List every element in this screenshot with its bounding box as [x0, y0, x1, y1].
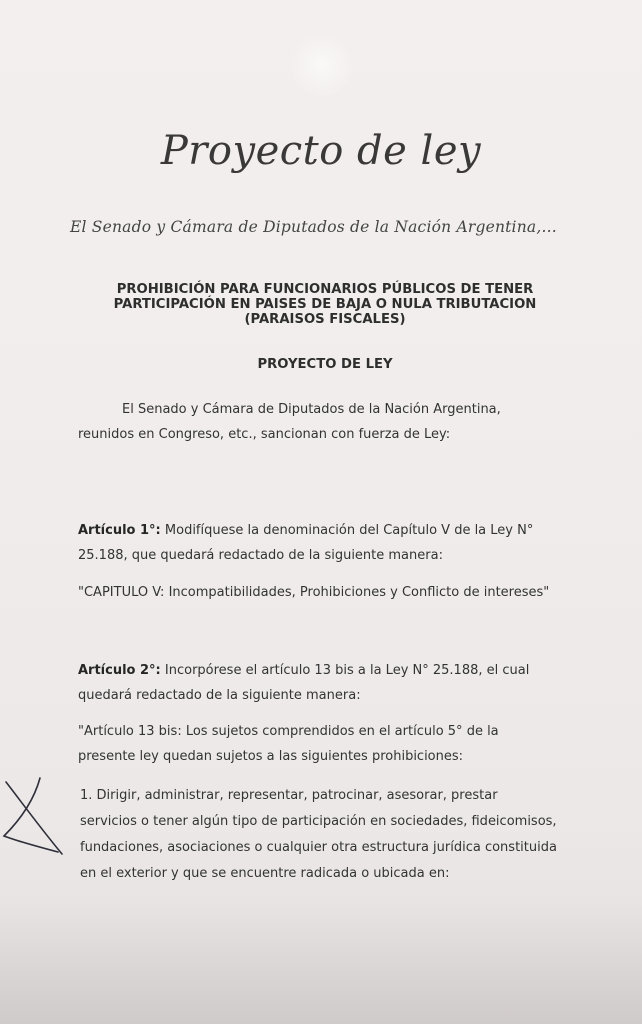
- article-2-text: Incorpórese el artículo 13 bis a la Ley N° 25.188, el cual: [160, 663, 530, 678]
- article-2-label: Artículo 2°:: [78, 663, 161, 678]
- item-line: en el exterior y que se encuentre radicada o ubicada en:: [80, 866, 450, 881]
- preamble: [78, 397, 578, 447]
- article-1-text: Modifíquese la denominación del Capítulo V de la Ley N°: [160, 523, 534, 538]
- article-2-line: quedará redactado de la siguiente manera:: [78, 688, 361, 703]
- article-2: [78, 658, 576, 708]
- article-13bis-quote: [78, 719, 576, 769]
- preamble-line: reunidos en Congreso, etc., sancionan con fuerza de Ley:: [78, 427, 451, 442]
- bill-heading-line: PARTICIPACIÓN EN PAISES DE BAJA O NULA TRIBUTACION: [113, 297, 537, 312]
- item-line: fundaciones, asociaciones o cualquier otra estructura jurídica constituida: [80, 840, 557, 855]
- article-1: [78, 518, 576, 568]
- article-1-quote: "CAPITULO V: Incompatibilidades, Prohibiciones y Conflicto de intereses": [78, 585, 550, 600]
- bill-heading: [60, 282, 590, 327]
- bill-heading-line: (PARAISOS FISCALES): [244, 312, 406, 327]
- paper-smudge: [292, 30, 352, 100]
- article-1-line: 25.188, que quedará redactado de la siguiente manera:: [78, 548, 443, 563]
- item-line: 1. Dirigir, administrar, representar, patrocinar, asesorar, prestar: [80, 788, 498, 803]
- bill-subheading: PROYECTO DE LEY: [257, 357, 393, 372]
- page-shadow: [0, 900, 642, 1024]
- bill-heading-line: PROHIBICIÓN PARA FUNCIONARIOS PÚBLICOS DE TENER: [116, 282, 534, 297]
- quote-line: "Artículo 13 bis: Los sujetos comprendidos en el artículo 5° de la: [78, 724, 499, 739]
- quote-line: presente ley quedan sujetos a las siguientes prohibiciones:: [78, 749, 464, 764]
- prohibition-item-1: [80, 783, 576, 887]
- item-line: servicios o tener algún tipo de participación en sociedades, fideicomisos,: [80, 814, 557, 829]
- article-1-line: [78, 518, 576, 543]
- document-subtitle: El Senado y Cámara de Diputados de la Nación Argentina,...: [70, 218, 557, 236]
- handwritten-x-mark: [0, 770, 70, 860]
- preamble-line: El Senado y Cámara de Diputados de la Nación Argentina,: [122, 402, 501, 417]
- article-1-label: Artículo 1°:: [78, 523, 161, 538]
- article-2-line: [78, 658, 576, 683]
- document-title: Proyecto de ley: [160, 128, 482, 174]
